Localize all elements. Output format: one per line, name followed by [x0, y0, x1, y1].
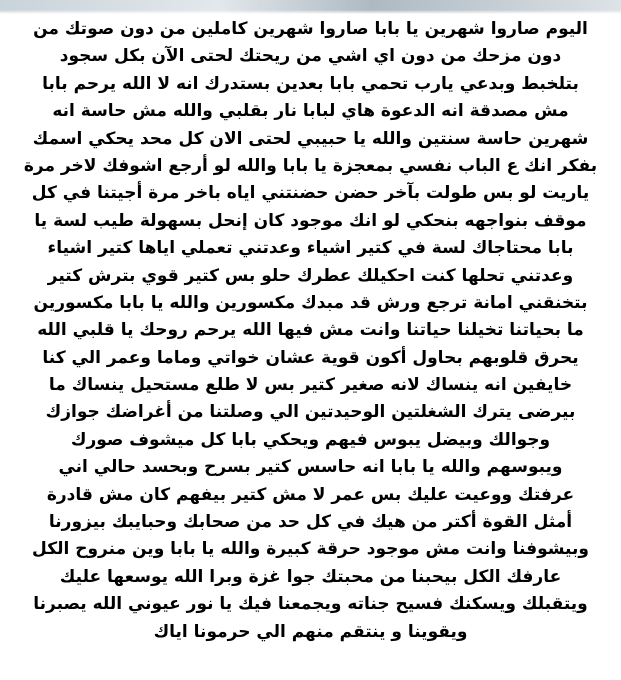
- text-line: ويقوينا و ينتقم منهم الي حرمونا اياك: [153, 621, 468, 642]
- text-line: مش مصدقة انه الدعوة هاي لبابا نار بقلبي والله مش حاسة انه: [52, 101, 569, 122]
- text-line: موقف بنواجهه بنحكي لو انك موجود كان إنحل بسهولة طيب لسة يا: [34, 210, 587, 231]
- text-line: ويبوسهم والله يا بابا انه حاسس كتير بسرح وبحسد حالي اني: [58, 457, 563, 478]
- text-line: وبيشوفنا وانت مش موجود حرقة كبيرة والله يا بابا وين منروح الكل: [32, 539, 589, 560]
- top-image-strip: [0, 0, 621, 14]
- text-line: وعدتني تحلها كنت احكيلك عطرك حلو بس كتير قوي بترش كتير: [47, 265, 574, 286]
- text-line: عرفتك ووعيت عليك بس عمر لا مش كتير بيفهم كان مش قادرة: [46, 484, 575, 505]
- text-line: خايفين انه ينساك لانه صغير كتير بس لا طلع مستحيل ينساك ما: [48, 375, 573, 396]
- text-line: بابا محتاجاك لسة في كتير اشياء وعدتني تعملي اياها كتير اشياء: [47, 238, 574, 259]
- text-line: بتلخبط وبدعي يارب تحمي بابا بعدين بستدرك انه لا الله يرحم بابا: [42, 73, 579, 94]
- text-line: ياريت لو بس طولت بآخر حضن حضنتني اياه باخر مرة أجيتنا في كل: [31, 183, 590, 204]
- text-line: عارفك الكل بيحبنا من محبتك جوا غزة وبرا الله يوسعها عليك: [59, 566, 562, 587]
- text-line: أمثل القوة أكتر من هيك في كل حد من صحابك وحبايبك بيزورنا: [48, 512, 573, 533]
- text-line: دون مزحك من دون اي اشي من ريحتك لحتى الآن بكل سجود: [59, 46, 562, 67]
- text-line: بفكر انك ع الباب نفسي بمعجزة يا بابا والله لو أرجع اشوفك لاخر مرة: [23, 155, 598, 176]
- message-text: [8, 16, 613, 646]
- text-line: شهرين حاسة سنتين والله يا حبيبي لحتى الان كل محد يحكي اسمك: [32, 128, 589, 149]
- text-line: بيرضى يترك الشغلتين الوحيدتين الي وصلتنا من أغراضك جوازك: [45, 402, 576, 423]
- text-line: يحرق قلوبهم بحاول أكون قوية عشان خواتي وماما وعمر الي كنا: [42, 347, 579, 368]
- text-line: ما بحياتنا تخيلنا حياتنا وانت مش فيها الله يرحم روحك يا قلبي الله: [37, 320, 584, 341]
- text-line: اليوم صاروا شهرين يا بابا صاروا شهرين كاملين من دون صوتك من: [33, 19, 588, 39]
- text-line: وجوالك وبيضل يبوس فيهم ويحكي بابا كل ميشوف صورك: [70, 429, 551, 450]
- text-line: ويتقبلك ويسكنك فسيح جناته ويجمعنا فيك يا نور عيوني الله يصبرنا: [33, 594, 588, 615]
- text-line: بتخنقني امانة ترجع ورش قد مبدك مكسورين والله يا بابا مكسورين: [33, 292, 588, 313]
